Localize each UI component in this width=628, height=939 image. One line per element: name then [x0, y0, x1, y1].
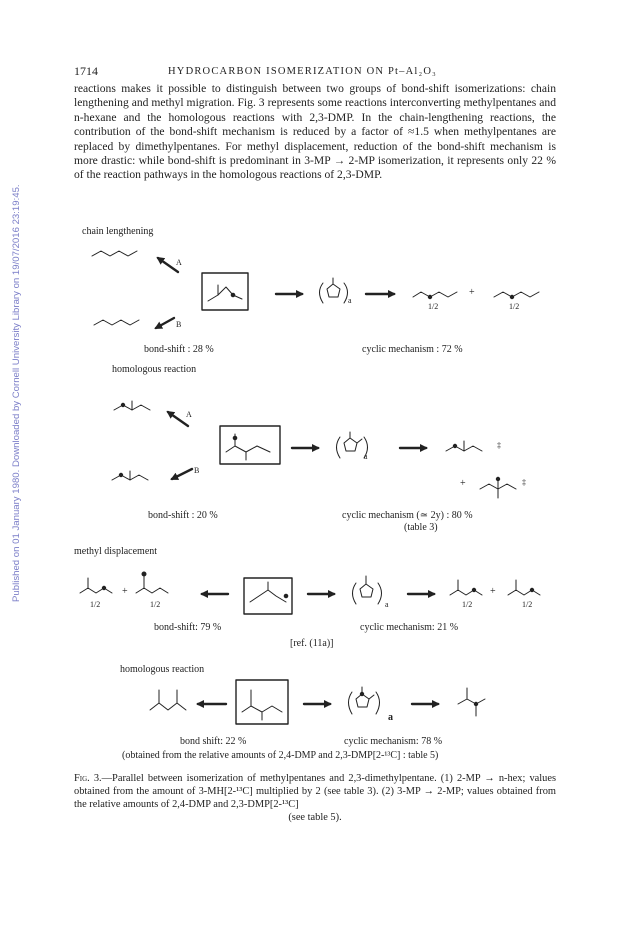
reactant-box — [202, 273, 248, 310]
panel-heading: methyl displacement — [74, 546, 158, 557]
plus-sign: + — [460, 478, 466, 489]
fraction-label: 1/2 — [462, 600, 473, 609]
cyclopentane-ring — [327, 284, 340, 297]
arrow-label-b: B — [194, 466, 200, 475]
cyclic-intermediate — [320, 283, 324, 303]
panel-heading: homologous reaction — [112, 364, 197, 375]
plus-sign: + — [490, 586, 496, 597]
running-title: HYDROCARBON ISOMERIZATION ON Pt–Al₂O₃ — [168, 66, 438, 77]
figure-caption — [74, 772, 556, 824]
product-structure — [458, 699, 485, 704]
bond-shift-percent: bond-shift: 79 % — [154, 622, 222, 633]
arrow-label-a: A — [176, 258, 182, 267]
subscript-label: a — [348, 296, 352, 305]
arrow-a — [158, 258, 178, 272]
plus-sign: + — [469, 287, 475, 298]
caption-text — [74, 772, 556, 811]
fraction-label: 1/2 — [150, 600, 161, 609]
fraction-label: 1/2 — [522, 600, 533, 609]
arrow-b — [156, 318, 174, 328]
arrow-label-b: B — [176, 320, 182, 329]
methylpentane-structure — [208, 287, 242, 301]
product-structure-2 — [494, 292, 539, 297]
arrow-b — [172, 469, 192, 479]
n-hexane-structure — [92, 251, 137, 256]
cyclic-percent: cyclic mechanism: 78 % — [344, 736, 443, 747]
subscript-label: a — [385, 600, 389, 609]
paragraph-text: reactions makes it possible to distinguish between two groups of bond-shift isomerizations: chain lengthening and methyl migration. Fig. 3 represents some reactions interconverting methylpentanes and n-hexane and the homologous reactions with 2,3-DMP. In the chain-lengthening reactions, the contribution of the bond-shift mechanism is reduced by a factor of ≈1.5 when methylpentanes are replaced by dimethylpentanes. For methyl displacement, reduction of the bond-shift mechanism is more drastic: while bond-shift is predominant in 3-MP → 2-MP isomerization, it represents only 22 % of the reaction pathways in the homologous reactions of 2,3-DMP. — [74, 82, 556, 182]
fraction-label: 1/2 — [509, 302, 520, 311]
product-structure-2 — [136, 588, 168, 593]
cyclopentane-ring — [360, 584, 373, 597]
sidebar-text: Published on 01 January 1980. Downloaded by Cornell University Library on 19/07/2016 23:19:45. — [11, 184, 22, 602]
reference-note: [ref. (11a)] — [290, 638, 334, 649]
cyclic-intermediate — [337, 437, 341, 458]
caption-label: Fig. 3. — [74, 773, 102, 784]
page-number: 1714 — [74, 64, 98, 78]
subscript-label: a — [388, 712, 393, 723]
product-structure-3 — [450, 590, 482, 595]
cyclic-intermediate — [353, 583, 357, 604]
caption-tail: (see table 5). — [288, 812, 342, 823]
cyclic-intermediate — [349, 692, 353, 714]
dimethylpentane-structure — [242, 706, 282, 712]
panel-heading: chain lengthening — [82, 226, 154, 237]
bond-shift-percent: bond-shift : 20 % — [148, 510, 218, 521]
dagger-symbol: ‡ — [497, 441, 501, 450]
cyclic-percent: cyclic mechanism: 21 % — [360, 622, 459, 633]
bond-shift-percent: bond shift: 22 % — [180, 736, 247, 747]
reactant-box — [220, 426, 280, 464]
fraction-label: 1/2 — [90, 600, 101, 609]
dagger-symbol: ‡ — [522, 478, 526, 487]
fraction-label: 1/2 — [428, 302, 439, 311]
panel-homologous-1 — [112, 401, 516, 498]
arrow-a — [168, 412, 188, 426]
n-hexane-structure — [94, 320, 139, 325]
subscript-label: a — [364, 452, 368, 461]
arrow-label-a: A — [186, 410, 192, 419]
product-structure — [150, 703, 186, 710]
derivation-note: (obtained from the relative amounts of 2,4-DMP and 2,3-DMP[2-¹³C] : table 5) — [122, 750, 439, 761]
cyclic-reference: (table 3) — [404, 522, 438, 533]
cyclic-percent: cyclic mechanism (≃ 2y) : 80 % — [342, 510, 473, 521]
plus-sign: + — [122, 586, 128, 597]
caption-body: —Parallel between isomerization of methylpentanes and 2,3-dimethylpentane. (1) 2-MP → n-hex; values obtained from the amount of 3-MH[2-¹³C] multiplied by 2 (see table 3). (2) 3-MP → 2-MP; values obtained from the relative amounts of 2,4-DMP and 2,3-DMP[2-¹³C] — [74, 773, 557, 810]
cyclic-percent: cyclic mechanism : 72 % — [362, 344, 463, 355]
product-structure-4 — [508, 590, 540, 595]
dimethylpentane-structure — [226, 446, 270, 452]
product-structure-1 — [80, 588, 112, 593]
panel-heading: homologous reaction — [120, 664, 205, 675]
panel-homologous-2 — [150, 680, 485, 724]
bond-shift-percent: bond-shift : 28 % — [144, 344, 214, 355]
cyclopentane-ring — [344, 438, 357, 451]
product-structure-1 — [413, 292, 457, 297]
methylpentane-structure — [250, 590, 286, 602]
